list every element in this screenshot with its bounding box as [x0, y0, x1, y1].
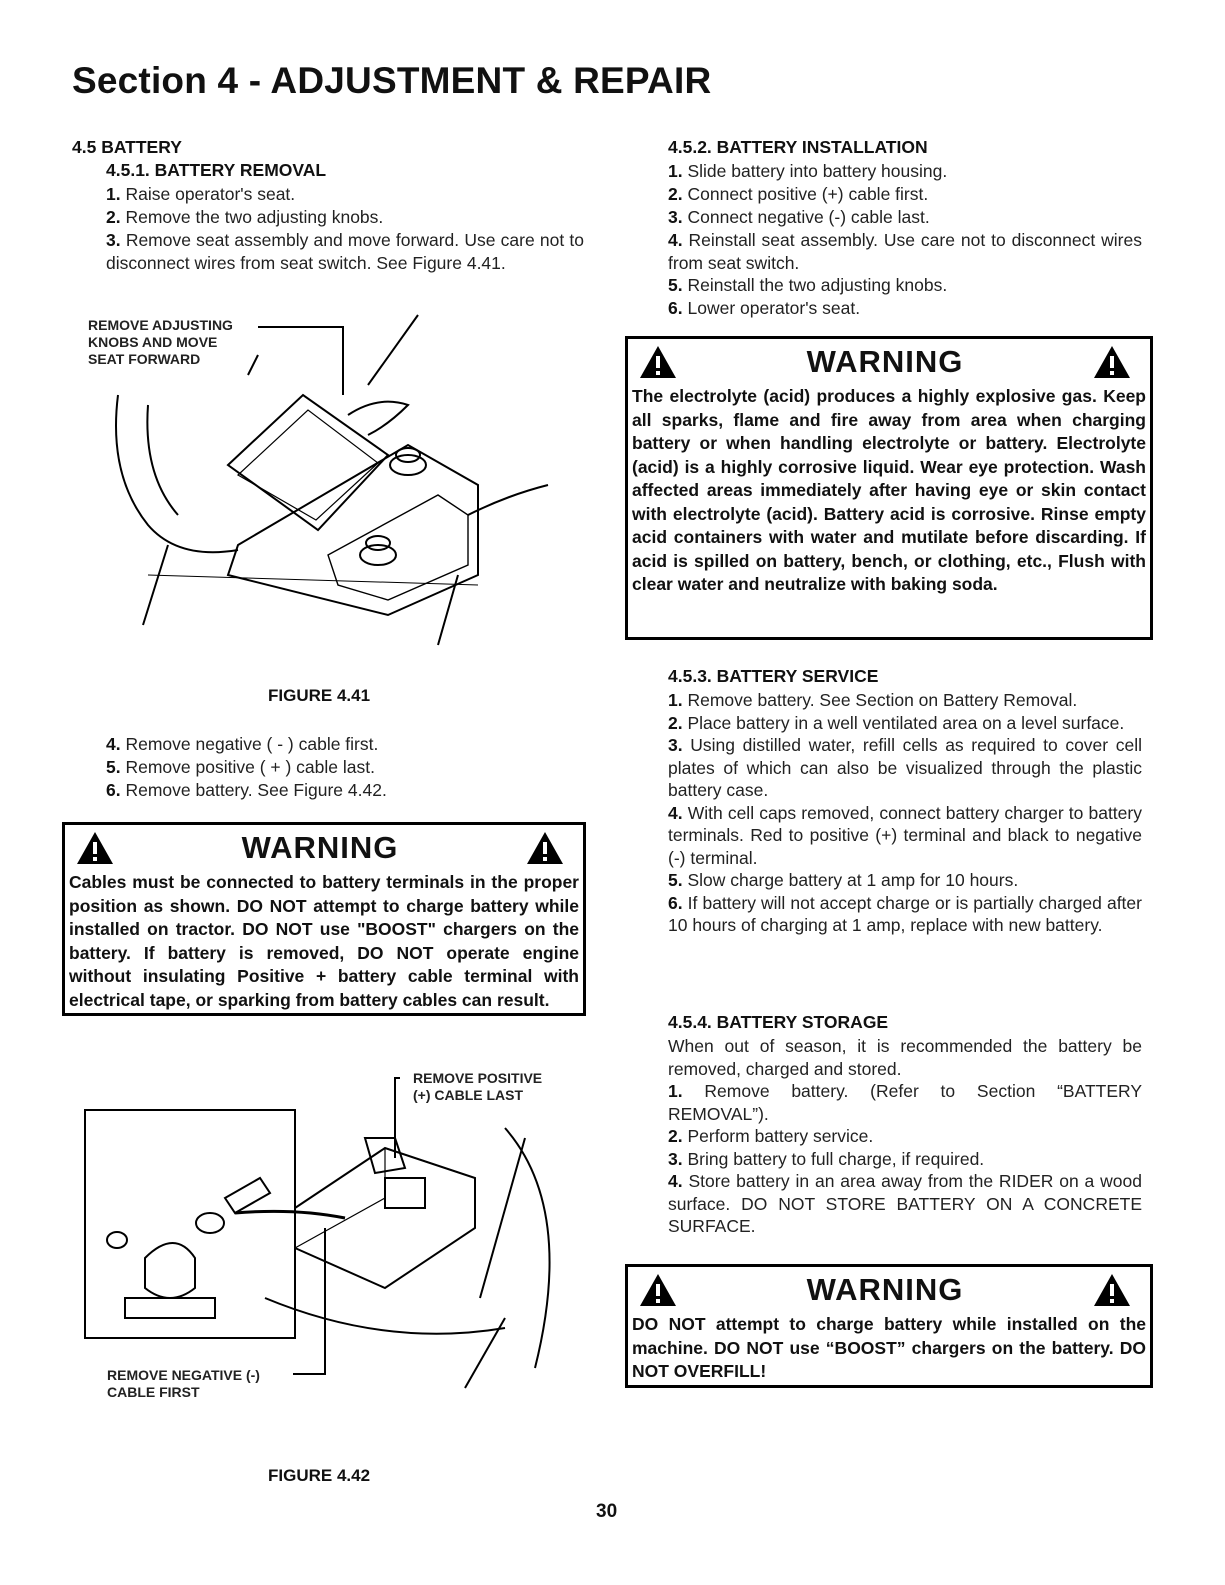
- label-line: KNOBS AND MOVE: [88, 334, 218, 350]
- step-number: 5.: [106, 757, 121, 777]
- storage-step-2: [668, 1125, 1142, 1148]
- warning-title: WARNING: [806, 344, 964, 379]
- figure-4-41-illustration: [88, 315, 568, 665]
- step-number: 2.: [668, 712, 683, 733]
- step-text: Raise operator's seat.: [125, 184, 296, 204]
- label-line: SEAT FORWARD: [88, 351, 201, 367]
- subheading-battery-storage: 4.5.4. BATTERY STORAGE: [668, 1012, 889, 1032]
- service-step-6: [668, 892, 1142, 937]
- installation-step-4: [668, 229, 1142, 274]
- step-number: 3.: [668, 735, 683, 755]
- step-number: 2.: [106, 207, 121, 227]
- step-number: 1.: [668, 161, 683, 181]
- warning-title: WARNING: [806, 1272, 964, 1307]
- step-number: 3.: [106, 230, 121, 250]
- subheading-battery-service: 4.5.3. BATTERY SERVICE: [668, 666, 879, 686]
- step-number: 1.: [668, 690, 683, 710]
- storage-step-3: [668, 1148, 1142, 1171]
- removal-step-2: [106, 206, 383, 229]
- warning-title: WARNING: [241, 830, 399, 865]
- step-number: 4.: [668, 230, 683, 250]
- step-text: Lower operator's seat.: [687, 298, 861, 318]
- warning-body: DO NOT attempt to charge battery while installed on the machine. DO NOT use “BOOST” chargers on the battery. DO NOT OVERFILL!: [632, 1314, 1146, 1381]
- installation-step-2: [668, 183, 928, 206]
- step-text: Remove positive ( + ) cable last.: [125, 757, 375, 777]
- storage-step-1: [668, 1080, 1142, 1125]
- step-text: Reinstall the two adjusting knobs.: [687, 275, 948, 295]
- label-line: (+) CABLE LAST: [413, 1087, 524, 1103]
- warning-box-charging: [625, 1264, 1153, 1388]
- step-text: With cell caps removed, connect battery charger to battery terminals. Red to positive (+) terminal and black to negative (-) terminal.: [668, 802, 1142, 868]
- service-step-4: [668, 802, 1142, 870]
- warning-body: Cables must be connected to battery terminals in the proper position as shown. DO NOT attempt to charge battery while installed on tractor. DO NOT use "BOOST" chargers on the battery. If battery is removed, DO NOT operate engine without insulating Positive + battery cable terminal with electrical tape, or sparking from battery cables can result.: [69, 872, 579, 1010]
- step-number: 4.: [106, 734, 121, 754]
- storage-intro: When out of season, it is recommended the battery be removed, charged and stored.: [668, 1036, 1142, 1079]
- step-number: 6.: [668, 298, 683, 318]
- removal-step-3: [106, 229, 584, 274]
- step-text: Remove the two adjusting knobs.: [125, 207, 384, 227]
- step-number: 6.: [668, 892, 683, 913]
- step-number: 5.: [668, 870, 683, 890]
- step-text: Store battery in an area away from the RIDER on a wood surface. DO NOT STORE BATTERY ON A CONCRETE SURFACE.: [668, 1171, 1142, 1236]
- service-steps-list: [668, 689, 1142, 937]
- figure-4-41-caption: FIGURE 4.41: [268, 686, 371, 705]
- step-text: Connect positive (+) cable first.: [687, 184, 929, 204]
- warning-triangle-icon: [525, 830, 565, 866]
- step-text: Remove seat assembly and move forward. Use care not to disconnect wires from seat switch. See Figure 4.41.: [106, 230, 584, 273]
- step-number: 2.: [668, 1126, 683, 1146]
- step-number: 5.: [668, 275, 683, 295]
- step-text: Connect negative (-) cable last.: [687, 207, 930, 227]
- step-number: 6.: [106, 780, 121, 800]
- step-number: 3.: [668, 1148, 683, 1169]
- step-text: If battery will not accept charge or is partially charged after 10 hours of charging at 1 amp, replace with new battery.: [668, 892, 1142, 935]
- service-step-1: [668, 689, 1142, 712]
- figure-4-42-illustration: [85, 1068, 580, 1428]
- removal-step-4: [106, 733, 378, 756]
- subheading-battery-removal: 4.5.1. BATTERY REMOVAL: [106, 160, 327, 180]
- step-text: Slide battery into battery housing.: [687, 161, 948, 181]
- label-remove-negative: [107, 1367, 260, 1401]
- subheading-battery-installation: 4.5.2. BATTERY INSTALLATION: [668, 137, 928, 157]
- step-number: 3.: [668, 207, 683, 227]
- label-line: REMOVE POSITIVE: [413, 1070, 543, 1086]
- figure-4-41-label: [88, 317, 233, 368]
- storage-step-4: [668, 1170, 1142, 1238]
- step-text: Slow charge battery at 1 amp for 10 hours.: [687, 870, 1019, 890]
- step-text: Reinstall seat assembly. Use care not to disconnect wires from seat switch.: [668, 230, 1142, 273]
- warning-body: The electrolyte (acid) produces a highly explosive gas. Keep all sparks, flame and fire away from area when charging battery or when handling electrolyte or battery. Electrolyte (acid) is a highly corrosive liquid. Wear eye protection. Wash affected areas immediately after having eye or skin contact with electrolyte (acid). Battery acid is corrosive. Rinse empty acid containers with water and mutilate before discarding. If acid is spilled on battery, bench, or clothing, etc., Flush with clear water and neutralize with baking soda.: [632, 386, 1146, 594]
- installation-step-3: [668, 206, 930, 229]
- step-text: Remove battery. See Figure 4.42.: [125, 780, 387, 800]
- step-text: Perform battery service.: [687, 1126, 874, 1146]
- service-step-3: [668, 734, 1142, 802]
- section-heading-battery: 4.5 BATTERY: [72, 137, 182, 157]
- page-title: Section 4 - ADJUSTMENT & REPAIR: [72, 60, 712, 101]
- removal-step-1: [106, 183, 295, 206]
- service-step-5: [668, 869, 1142, 892]
- service-step-2: [668, 712, 1142, 735]
- warning-triangle-icon: [1092, 1272, 1132, 1308]
- step-number: 1.: [668, 1081, 683, 1101]
- warning-box-electrolyte: [625, 336, 1153, 640]
- removal-step-5: [106, 756, 375, 779]
- warning-triangle-icon: [638, 344, 678, 380]
- label-remove-positive: [413, 1070, 542, 1104]
- installation-step-1: [668, 160, 947, 183]
- step-number: 4.: [668, 802, 683, 823]
- figure-4-42-caption: FIGURE 4.42: [268, 1466, 371, 1485]
- step-number: 1.: [106, 184, 121, 204]
- step-text: Remove negative ( - ) cable first.: [125, 734, 379, 754]
- warning-triangle-icon: [1092, 344, 1132, 380]
- step-number: 4.: [668, 1171, 683, 1191]
- installation-step-5: [668, 274, 947, 297]
- warning-triangle-icon: [75, 830, 115, 866]
- warning-triangle-icon: [638, 1272, 678, 1308]
- label-line: CABLE FIRST: [107, 1384, 200, 1400]
- installation-step-6: [668, 297, 860, 320]
- label-line: REMOVE ADJUSTING: [88, 317, 233, 333]
- step-number: 2.: [668, 184, 683, 204]
- label-line: REMOVE NEGATIVE (-): [107, 1367, 260, 1383]
- step-text: Bring battery to full charge, if required.: [687, 1148, 985, 1169]
- step-text: Remove battery. See Section on Battery Removal.: [687, 690, 1078, 710]
- step-text: Using distilled water, refill cells as required to cover cell plates of which can also be visualized through the plastic battery case.: [668, 735, 1142, 800]
- step-text: Place battery in a well ventilated area on a level surface.: [687, 712, 1125, 733]
- step-text: Remove battery. (Refer to Section “BATTERY REMOVAL”).: [668, 1081, 1142, 1124]
- removal-step-6: [106, 779, 387, 802]
- warning-box-cables: [62, 822, 586, 1016]
- page-number: 30: [596, 1501, 618, 1522]
- storage-section: [668, 1035, 1142, 1238]
